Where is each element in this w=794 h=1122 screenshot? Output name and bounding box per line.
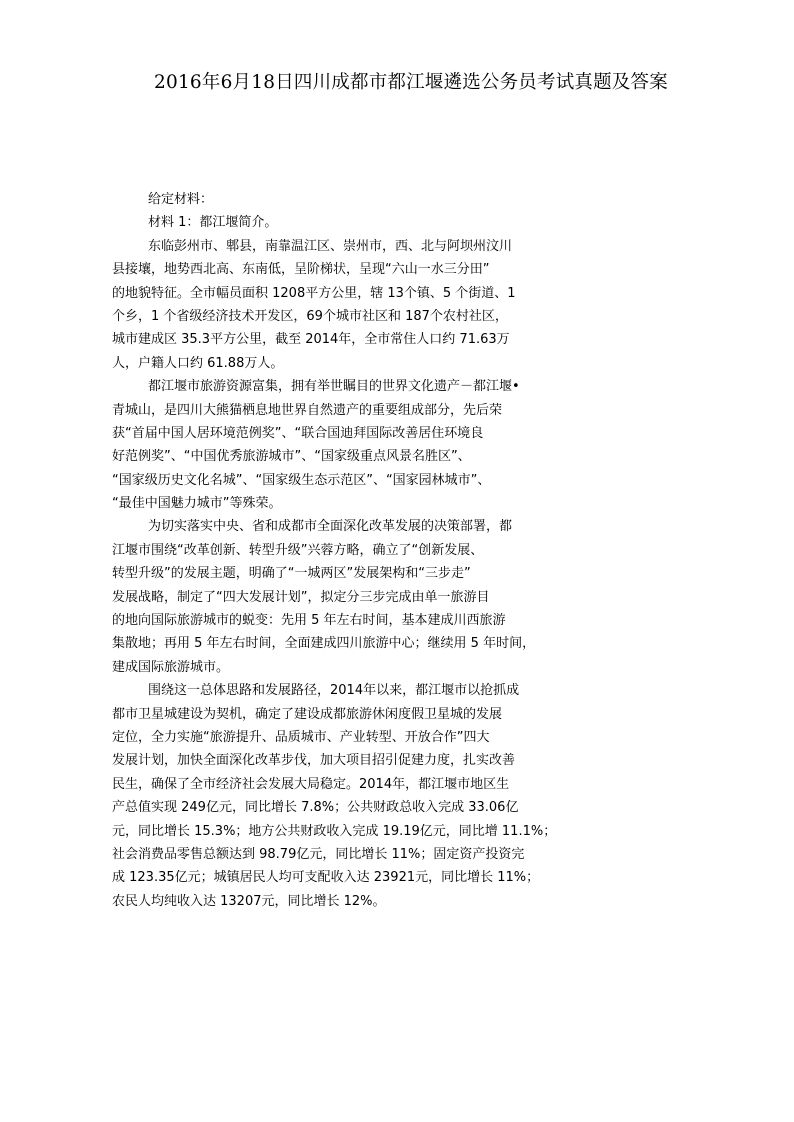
paragraph-line: 都江堰市旅游资源富集，拥有举世瞩目的世界文化遗产－都江堰• <box>148 379 520 395</box>
paragraph-line: 产总值实现 249亿元，同比增长 7.8%；公共财政总收入完成 33.06亿 <box>112 800 519 816</box>
paragraph-line: 人，户籍人口约 61.88万人。 <box>112 355 284 371</box>
paragraph-line: 为切实落实中央、省和成都市全面深化改革发展的决策部署，都 <box>148 519 513 535</box>
paragraph-line: 城市建成区 35.3平方公里，截至 2014年，全市常住人口约 71.63万 <box>112 332 510 348</box>
paragraph-line: 江堰市围绕“改革创新、转型升级”兴蓉方略，确立了“创新发展、 <box>112 542 484 558</box>
paragraph-line: 东临彭州市、郫县，南靠温江区、崇州市，西、北与阿坝州汶川 <box>148 238 513 254</box>
paragraph-line: “最佳中国魅力城市”等殊荣。 <box>112 496 282 512</box>
document-body <box>112 188 562 913</box>
paragraph-line: 社会消费品零售总额达到 98.79亿元，同比增长 11%；固定资产投资完 <box>112 846 525 862</box>
paragraph-4 <box>112 679 562 913</box>
paragraph-line: 民生，确保了全市经济社会发展大局稳定。2014年，都江堰市地区生 <box>112 776 510 792</box>
paragraph-line: 县接壤，地势西北高、东南低，呈阶梯状，呈现“六山一水三分田” <box>112 262 490 278</box>
paragraph-line: 成 123.35亿元；城镇居民人均可支配收入达 23921元，同比增长 11%； <box>112 870 540 886</box>
paragraph-line: 的地貌特征。全市幅员面积 1208平方公里，辖 13个镇、5 个街道、1 <box>112 285 516 301</box>
paragraph-2 <box>112 375 562 515</box>
document-title: 2016年6月18日四川成都市都江堰遴选公务员考试真题及答案 <box>154 72 668 93</box>
paragraph-line: 都市卫星城建设为契机，确定了建设成都旅游休闲度假卫星城的发展 <box>112 706 503 722</box>
paragraph-line: 集散地；再用 5 年左右时间，全面建成四川旅游中心；继续用 5 年时间， <box>112 636 536 652</box>
section-heading: 给定材料： <box>148 192 214 207</box>
paragraph-line: 获“首届中国人居环境范例奖”、“联合国迪拜国际改善居住环境良 <box>112 425 484 441</box>
paragraph-line: 发展战略，制定了“四大发展计划”，拟定分三步完成由单一旅游目 <box>112 589 490 605</box>
paragraph-1 <box>112 235 562 375</box>
paragraph-line: 元，同比增长 15.3%；地方公共财政收入完成 19.19亿元，同比增 11.1%； <box>112 823 557 839</box>
paragraph-line: 青城山，是四川大熊猫栖息地世界自然遗产的重要组成部分，先后荣 <box>112 402 503 418</box>
paragraph-line: 建成国际旅游城市。 <box>112 659 230 675</box>
material-label: 材料 1：都江堰简介。 <box>148 215 278 231</box>
paragraph-line: 的地向国际旅游城市的蜕变：先用 5 年左右时间，基本建成川西旅游 <box>112 613 506 629</box>
paragraph-line: 转型升级”的发展主题，明确了“一城两区”发展架构和“三步走” <box>112 566 471 582</box>
paragraph-line: 定位，全力实施“旅游提升、品质城市、产业转型、开放合作”四大 <box>112 729 490 745</box>
paragraph-line: 围绕这一总体思路和发展路径，2014年以来，都江堰市以抢抓成 <box>148 683 520 699</box>
paragraph-3 <box>112 515 562 679</box>
paragraph-line: “国家级历史文化名城”、“国家级生态示范区”、“国家园林城市”、 <box>112 472 491 488</box>
paragraph-line: 个乡，1 个省级经济技术开发区，69个城市社区和 187个农村社区， <box>112 308 508 324</box>
paragraph-line: 农民人均纯收入达 13207元，同比增长 12%。 <box>112 893 386 909</box>
paragraph-line: 发展计划，加快全面深化改革步伐，加大项目招引促建力度，扎实改善 <box>112 753 516 769</box>
paragraph-line: 好范例奖”、“中国优秀旅游城市”、“国家级重点风景名胜区”、 <box>112 449 471 465</box>
